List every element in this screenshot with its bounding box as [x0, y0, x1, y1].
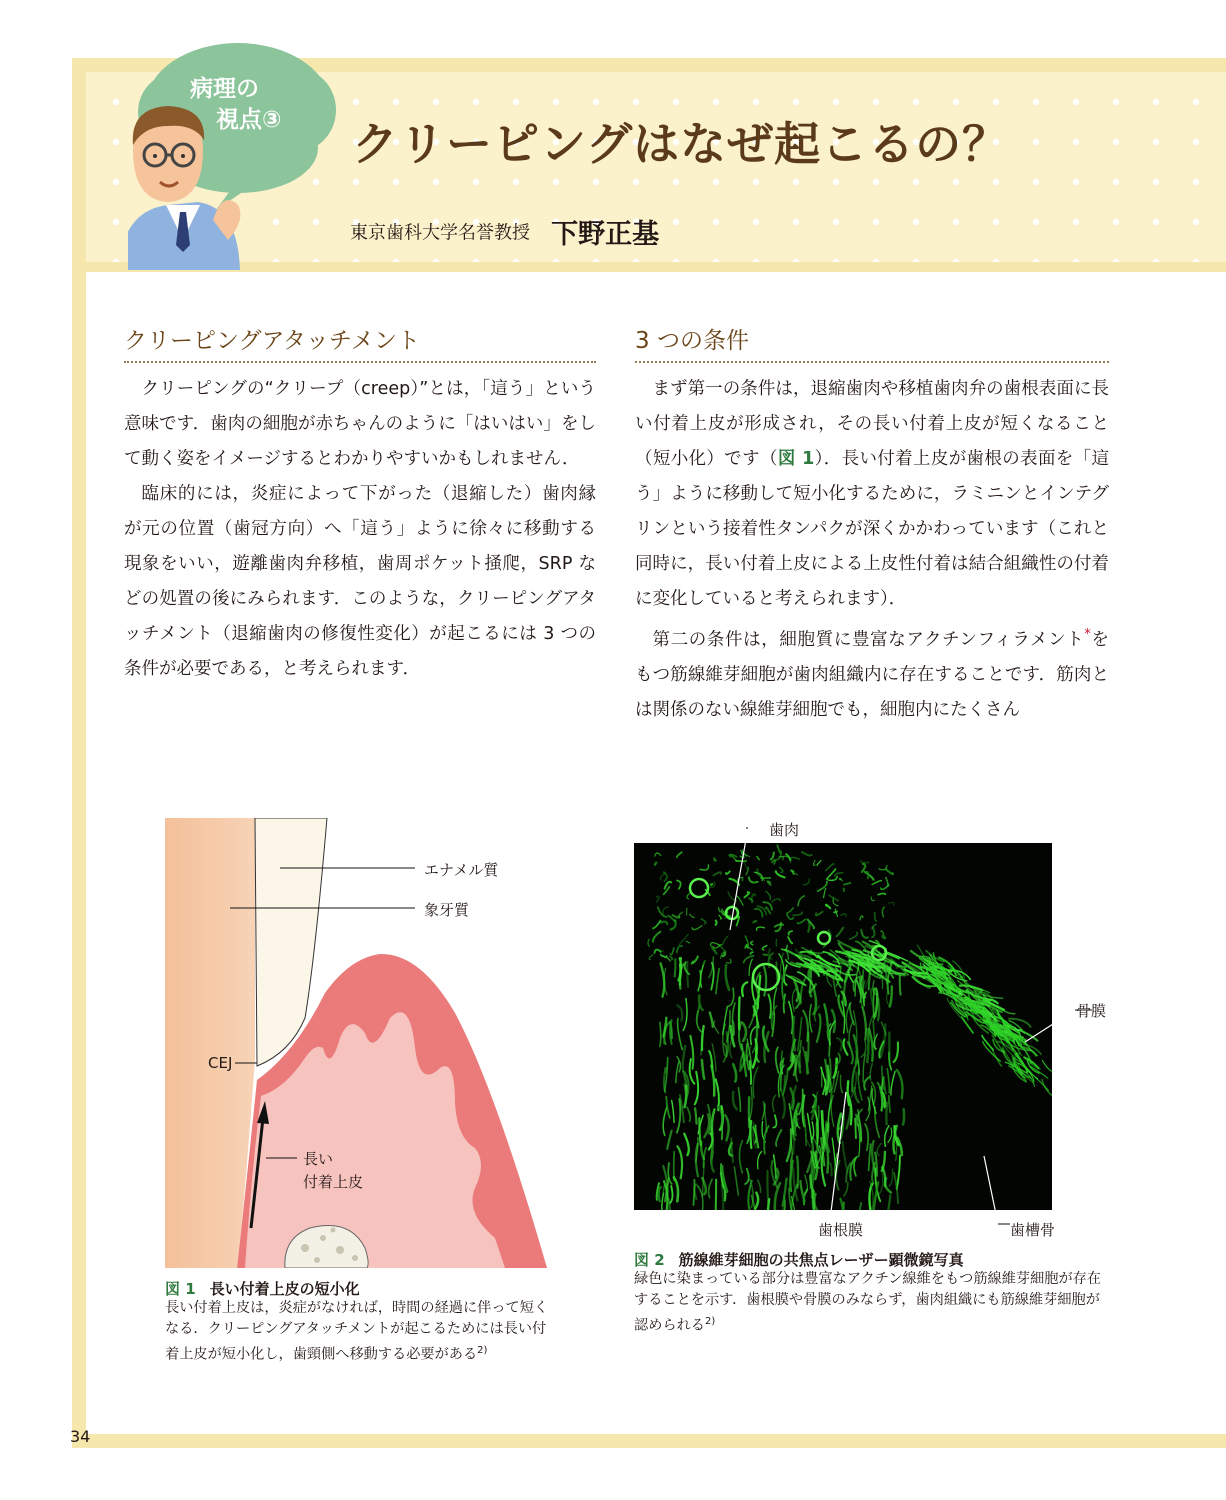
footnote-mark: * [1084, 627, 1091, 642]
figure-1-illustration [165, 818, 547, 1268]
series-label [176, 74, 316, 136]
figure-2-number: 図 2 [634, 1251, 665, 1269]
left-paragraph-1: クリーピングの“クリープ（creep）”とは，「這う」という意味です．歯肉の細胞が赤ちゃんのように「はいはい」をして動く姿をイメージするとわかりやすいかもしれません． [124, 379, 596, 469]
right-section-heading: 3 つの条件 [635, 322, 1109, 363]
label-long-epithelium-line2: 付着上皮 [303, 1173, 364, 1191]
series-label-line1: 病理の [190, 76, 259, 102]
label-long-epithelium [303, 1148, 363, 1194]
author-line [350, 212, 659, 251]
series-label-line2: 視点③ [216, 107, 282, 133]
figure-2-caption-text: 緑色に染まっている部分は豊富なアクチン線維をもつ筋線維芽細胞が存在することを示す．歯根膜や骨膜のみならず，歯肉組織にも筋線維芽細胞が認められる [634, 1271, 1102, 1334]
right-paragraph-2-text-a: 第二の条件は，細胞質に豊富なアクチンフィラメント [652, 629, 1085, 650]
figure-1-caption-text: 長い付着上皮は，炎症がなければ，時間の経過に伴って短くなる．クリーピングアタッチメントが起こるためには長い付着上皮が短小化し，歯頸側へ移動する必要がある [165, 1300, 549, 1363]
left-paragraph-2: 臨床的には，炎症によって下がった（退縮した）歯肉縁が元の位置（歯冠方向）へ「這う」ように徐々に移動する現象をいい，遊離歯肉弁移植，歯周ポケット掻爬，SRP などの処置の後にみられます．このような，クリーピングアタッチメント（退縮歯肉の修復性変化）が起こるには 3 つの条件が必要である，と考えられます． [124, 484, 596, 679]
page-frame-bottom [72, 1434, 1226, 1448]
right-paragraph-1-text-a: まず第一の条件は，退縮歯肉や移植歯肉弁の歯根表面に長い付着上皮が形成され，その長い付着上皮が短くなること（短小化）です（ [635, 379, 1109, 469]
label-periosteum: 骨膜 [1076, 1002, 1107, 1020]
right-paragraph-2 [635, 617, 1109, 728]
right-column-text [635, 372, 1109, 728]
right-paragraph-1-text-b: ）．長い付着上皮が歯根の表面を「這う」ように移動して短小化するために，ラミニンとインテグリンという接着性タンパクが深くかかわっています（これと同時に，長い付着上皮による上皮性付着は結合組織性の付着に変化していると考えられます）． [635, 449, 1110, 609]
figure-2-title: 筋線維芽細胞の共焦点レーザー顕微鏡写真 [678, 1251, 964, 1269]
figure-2-caption-body [634, 1269, 1112, 1337]
figure-1-title: 長い付着上皮の短小化 [209, 1280, 360, 1298]
root-dentin-shape [165, 818, 255, 1268]
figure-1-reference-mark: 2) [477, 1345, 488, 1356]
label-dentin: 象牙質 [424, 901, 470, 919]
author-affiliation: 東京歯科大学名誉教授 [350, 222, 530, 244]
label-gingiva: 歯肉 [769, 821, 800, 839]
figure-2-caption-title [634, 1249, 964, 1270]
figure-1-reference: 図 1 [777, 449, 815, 469]
right-paragraph-2-text-b: をもつ筋線維芽細胞が歯肉組織内に存在することです．筋肉とは関係のない線維芽細胞でも，細胞内にたくさん [635, 629, 1109, 720]
label-alveolar-bone: 歯槽骨 [1010, 1221, 1056, 1239]
figure-1-number: 図 1 [165, 1280, 196, 1298]
left-section-heading: クリーピングアタッチメント [124, 322, 596, 363]
page-title: クリーピングはなぜ起こるの？ [352, 117, 1010, 171]
figure-2-reference-mark: 2) [704, 1316, 716, 1327]
right-paragraph-1 [635, 372, 1109, 617]
label-cej: CEJ [208, 1054, 233, 1072]
label-long-epithelium-line1: 長い [303, 1150, 334, 1168]
author-name: 下野正基 [551, 219, 660, 250]
figure-2-leader-lines [620, 820, 1120, 1240]
left-column-text [124, 372, 596, 687]
label-pdl: 歯根膜 [818, 1221, 864, 1239]
page-frame-left [72, 58, 86, 1448]
label-enamel: エナメル質 [424, 861, 499, 879]
figure-1-caption-title [165, 1278, 360, 1299]
page-number: 34 [70, 1427, 91, 1446]
figure-1-caption-body [165, 1298, 555, 1366]
